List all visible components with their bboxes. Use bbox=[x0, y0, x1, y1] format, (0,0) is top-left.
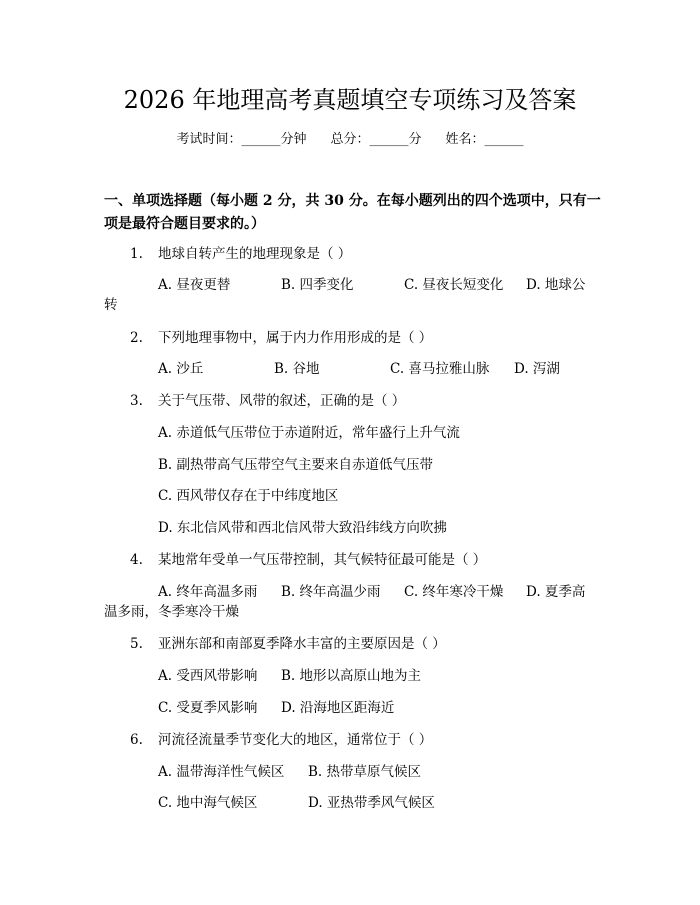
option-c: C. 喜马拉雅山脉 bbox=[390, 361, 490, 377]
question-2 bbox=[130, 328, 432, 348]
question-number: 1. bbox=[130, 246, 143, 262]
option-b: B. 谷地 bbox=[274, 361, 320, 377]
question-6-options-row-2 bbox=[158, 793, 435, 813]
option-d: D. 地球公 bbox=[526, 277, 586, 293]
question-number: 3. bbox=[130, 393, 143, 409]
option-b: B. 副热带高气压带空气主要来自赤道低气压带 bbox=[158, 457, 434, 473]
option-d: D. 亚热带季风气候区 bbox=[308, 795, 435, 811]
option-c: C. 地中海气候区 bbox=[158, 795, 258, 811]
option-b: B. 地形以高原山地为主 bbox=[281, 668, 422, 684]
option-b: B. 热带草原气候区 bbox=[308, 764, 422, 780]
question-stem: 下列地理事物中，属于内力作用形成的是（ ） bbox=[158, 330, 433, 346]
question-1-options bbox=[158, 275, 585, 295]
option-wrap-text: 温多雨，冬季寒冷干燥 bbox=[104, 604, 239, 620]
option-a: A. 受西风带影响 bbox=[158, 668, 258, 684]
question-5-options-row-1 bbox=[158, 666, 421, 686]
question-number: 5. bbox=[130, 636, 143, 652]
option-d: D. 东北信风带和西北信风带大致沿纬线方向吹拂 bbox=[158, 520, 447, 536]
option-b: B. 四季变化 bbox=[281, 277, 354, 293]
exam-meta bbox=[0, 130, 700, 150]
option-a: A. 沙丘 bbox=[158, 361, 204, 377]
option-a: A. 终年高温多雨 bbox=[158, 584, 258, 600]
question-number: 6. bbox=[130, 732, 143, 748]
question-number: 2. bbox=[130, 330, 143, 346]
question-2-options bbox=[158, 359, 560, 379]
question-stem: 河流径流量季节变化大的地区，通常位于（ ） bbox=[158, 732, 433, 748]
option-wrap-text: 转 bbox=[104, 297, 118, 313]
student-name-field: 姓名：______ bbox=[445, 132, 524, 147]
exam-time-field: 考试时间：______分钟 bbox=[176, 132, 307, 147]
option-d: D. 夏季高 bbox=[526, 584, 586, 600]
question-4-options bbox=[158, 582, 585, 602]
total-score-field: 总分：______分 bbox=[330, 132, 422, 147]
question-6-options-row-1 bbox=[158, 762, 421, 782]
question-5-options-row-2 bbox=[158, 698, 394, 718]
question-1 bbox=[130, 244, 351, 264]
option-d: D. 沿海地区距海近 bbox=[281, 700, 395, 716]
question-stem: 关于气压带、风带的叙述，正确的是（ ） bbox=[158, 393, 406, 409]
question-3 bbox=[130, 391, 405, 411]
question-4 bbox=[130, 550, 486, 570]
section-heading: 一、单项选择题（每小题 2 分，共 30 分。在每小题列出的四个选项中，只有一项是最符合题目要求的。） bbox=[104, 193, 601, 232]
question-stem: 某地常年受单一气压带控制，其气候特征最可能是（ ） bbox=[158, 552, 487, 568]
question-6 bbox=[130, 730, 432, 750]
option-c: C. 终年寒冷干燥 bbox=[404, 584, 504, 600]
option-d: D. 泻湖 bbox=[514, 361, 560, 377]
option-c: C. 昼夜长短变化 bbox=[404, 277, 504, 293]
option-a: A. 昼夜更替 bbox=[158, 277, 231, 293]
question-number: 4. bbox=[130, 552, 143, 568]
option-a: A. 温带海洋性气候区 bbox=[158, 764, 285, 780]
page-title: 2026 年地理高考真题填空专项练习及答案 bbox=[123, 86, 577, 114]
option-b: B. 终年高温少雨 bbox=[281, 584, 381, 600]
question-stem: 亚洲东部和南部夏季降水丰富的主要原因是（ ） bbox=[158, 636, 446, 652]
option-a: A. 赤道低气压带位于赤道附近，常年盛行上升气流 bbox=[158, 425, 460, 441]
option-c: C. 西风带仅存在于中纬度地区 bbox=[158, 488, 339, 504]
question-5 bbox=[130, 634, 446, 654]
option-c: C. 受夏季风影响 bbox=[158, 700, 258, 716]
question-stem: 地球自转产生的地理现象是（ ） bbox=[158, 246, 352, 262]
